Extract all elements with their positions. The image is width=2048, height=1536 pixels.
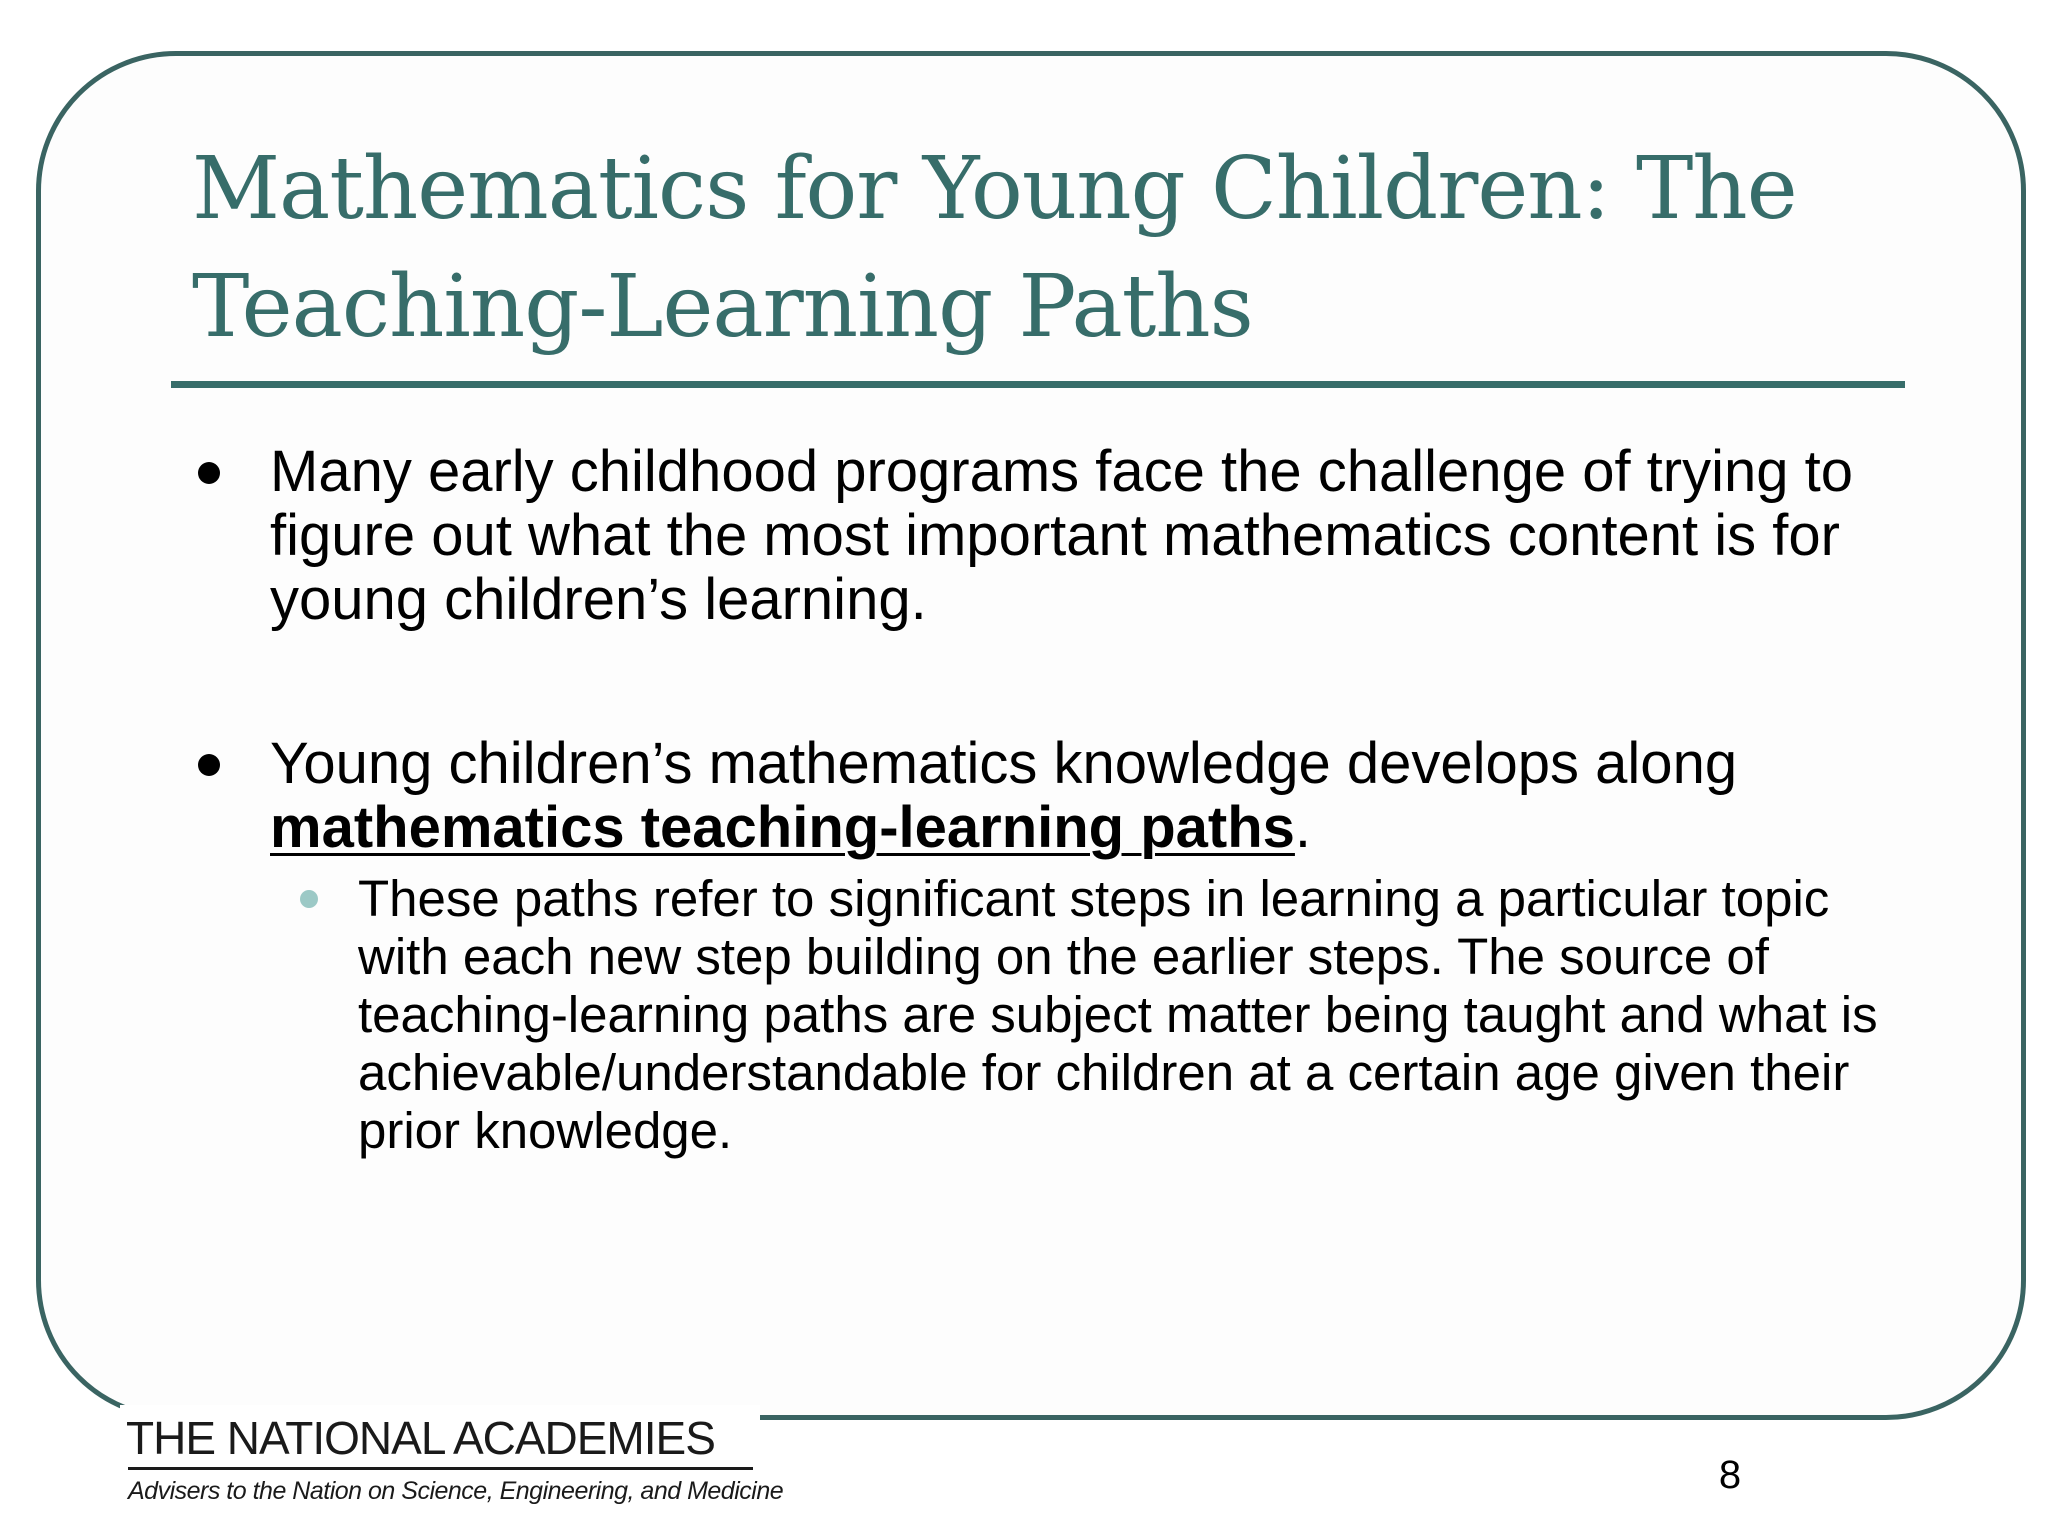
- logo-tagline: Advisers to the Nation on Science, Engineering, and Medicine: [128, 1477, 784, 1505]
- sub-bullet-text: These paths refer to significant steps in learning a particular topic with each new step building on the earlier steps. The source of teaching-learning paths are subject matter being taught and what is achievable/understandable for children at a certain age given their prior knowledge.: [358, 870, 1878, 1159]
- slide-title: Mathematics for Young Children: The Teaching-Learning Paths: [192, 139, 1797, 357]
- bullet-text: Young children’s mathematics knowledge develops along: [270, 731, 1738, 796]
- title-divider: [171, 381, 1905, 388]
- bullet-dot-icon: [198, 462, 220, 484]
- logo-divider: [128, 1467, 753, 1470]
- bullet-item: [190, 732, 1900, 1160]
- bullet-text-end: .: [1294, 795, 1312, 860]
- sub-bullet-dot-icon: [300, 890, 318, 908]
- bullet-dot-icon: [198, 754, 220, 776]
- bullet-list: [190, 440, 1900, 1160]
- sub-bullet-list: [270, 870, 1900, 1160]
- logo-name: THE NATIONAL ACADEMIES: [126, 1412, 715, 1464]
- bullet-text: Many early childhood programs face the challenge of trying to figure out what the most important mathematics content is for young children’s learning.: [270, 439, 1853, 632]
- page-number: 8: [1718, 1453, 1742, 1497]
- national-academies-logo: [120, 1405, 784, 1515]
- sub-bullet-item: [270, 870, 1900, 1160]
- emphasized-term: mathematics teaching-learning paths: [270, 795, 1295, 860]
- bullet-item: [190, 440, 1900, 632]
